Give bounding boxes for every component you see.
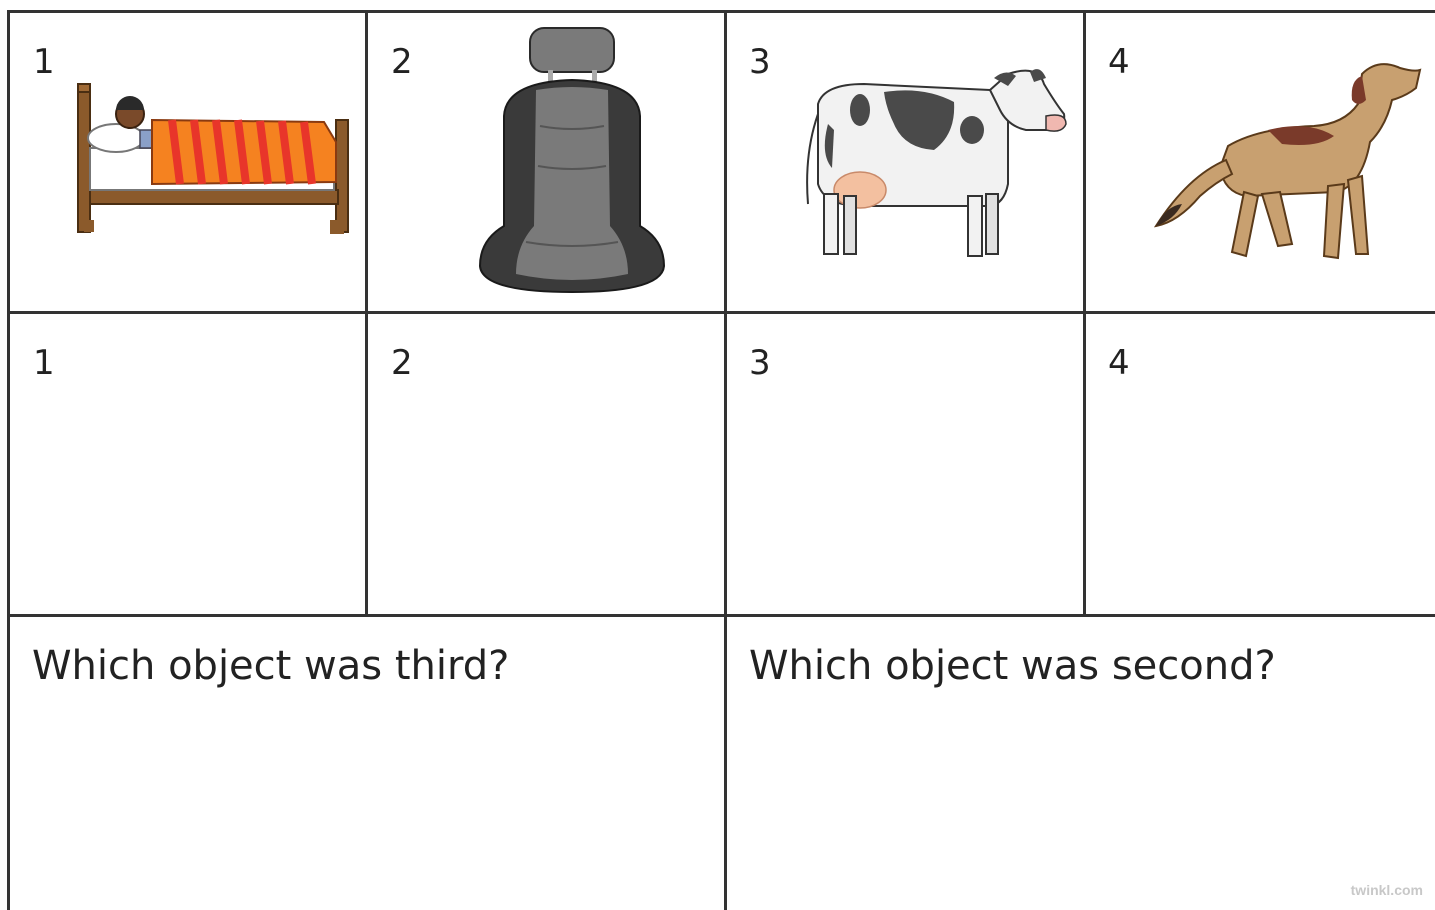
cell-number: 3 [749, 42, 771, 82]
grid-line-top [8, 10, 1435, 13]
cow-picture [794, 64, 1072, 262]
cell-number: 3 [749, 343, 771, 383]
cell-number: 1 [33, 343, 55, 383]
car-seat-picture [478, 26, 666, 294]
cell-number: 4 [1108, 42, 1130, 82]
grid-line-row2 [8, 614, 1435, 617]
bed-picture [74, 82, 352, 238]
dog-picture [1148, 56, 1424, 266]
grid-line-col3 [1083, 10, 1086, 616]
question-right: Which object was second? [749, 643, 1276, 689]
question-left: Which object was third? [32, 643, 510, 689]
grid-line-row1 [8, 311, 1435, 314]
grid-line-col2 [724, 10, 727, 910]
cell-number: 2 [391, 343, 413, 383]
cell-number: 2 [391, 42, 413, 82]
grid-line-col1 [365, 10, 368, 616]
watermark: twinkl.com [1350, 882, 1423, 898]
grid-line-left [7, 10, 10, 910]
cell-number: 4 [1108, 343, 1130, 383]
cell-number: 1 [33, 42, 55, 82]
